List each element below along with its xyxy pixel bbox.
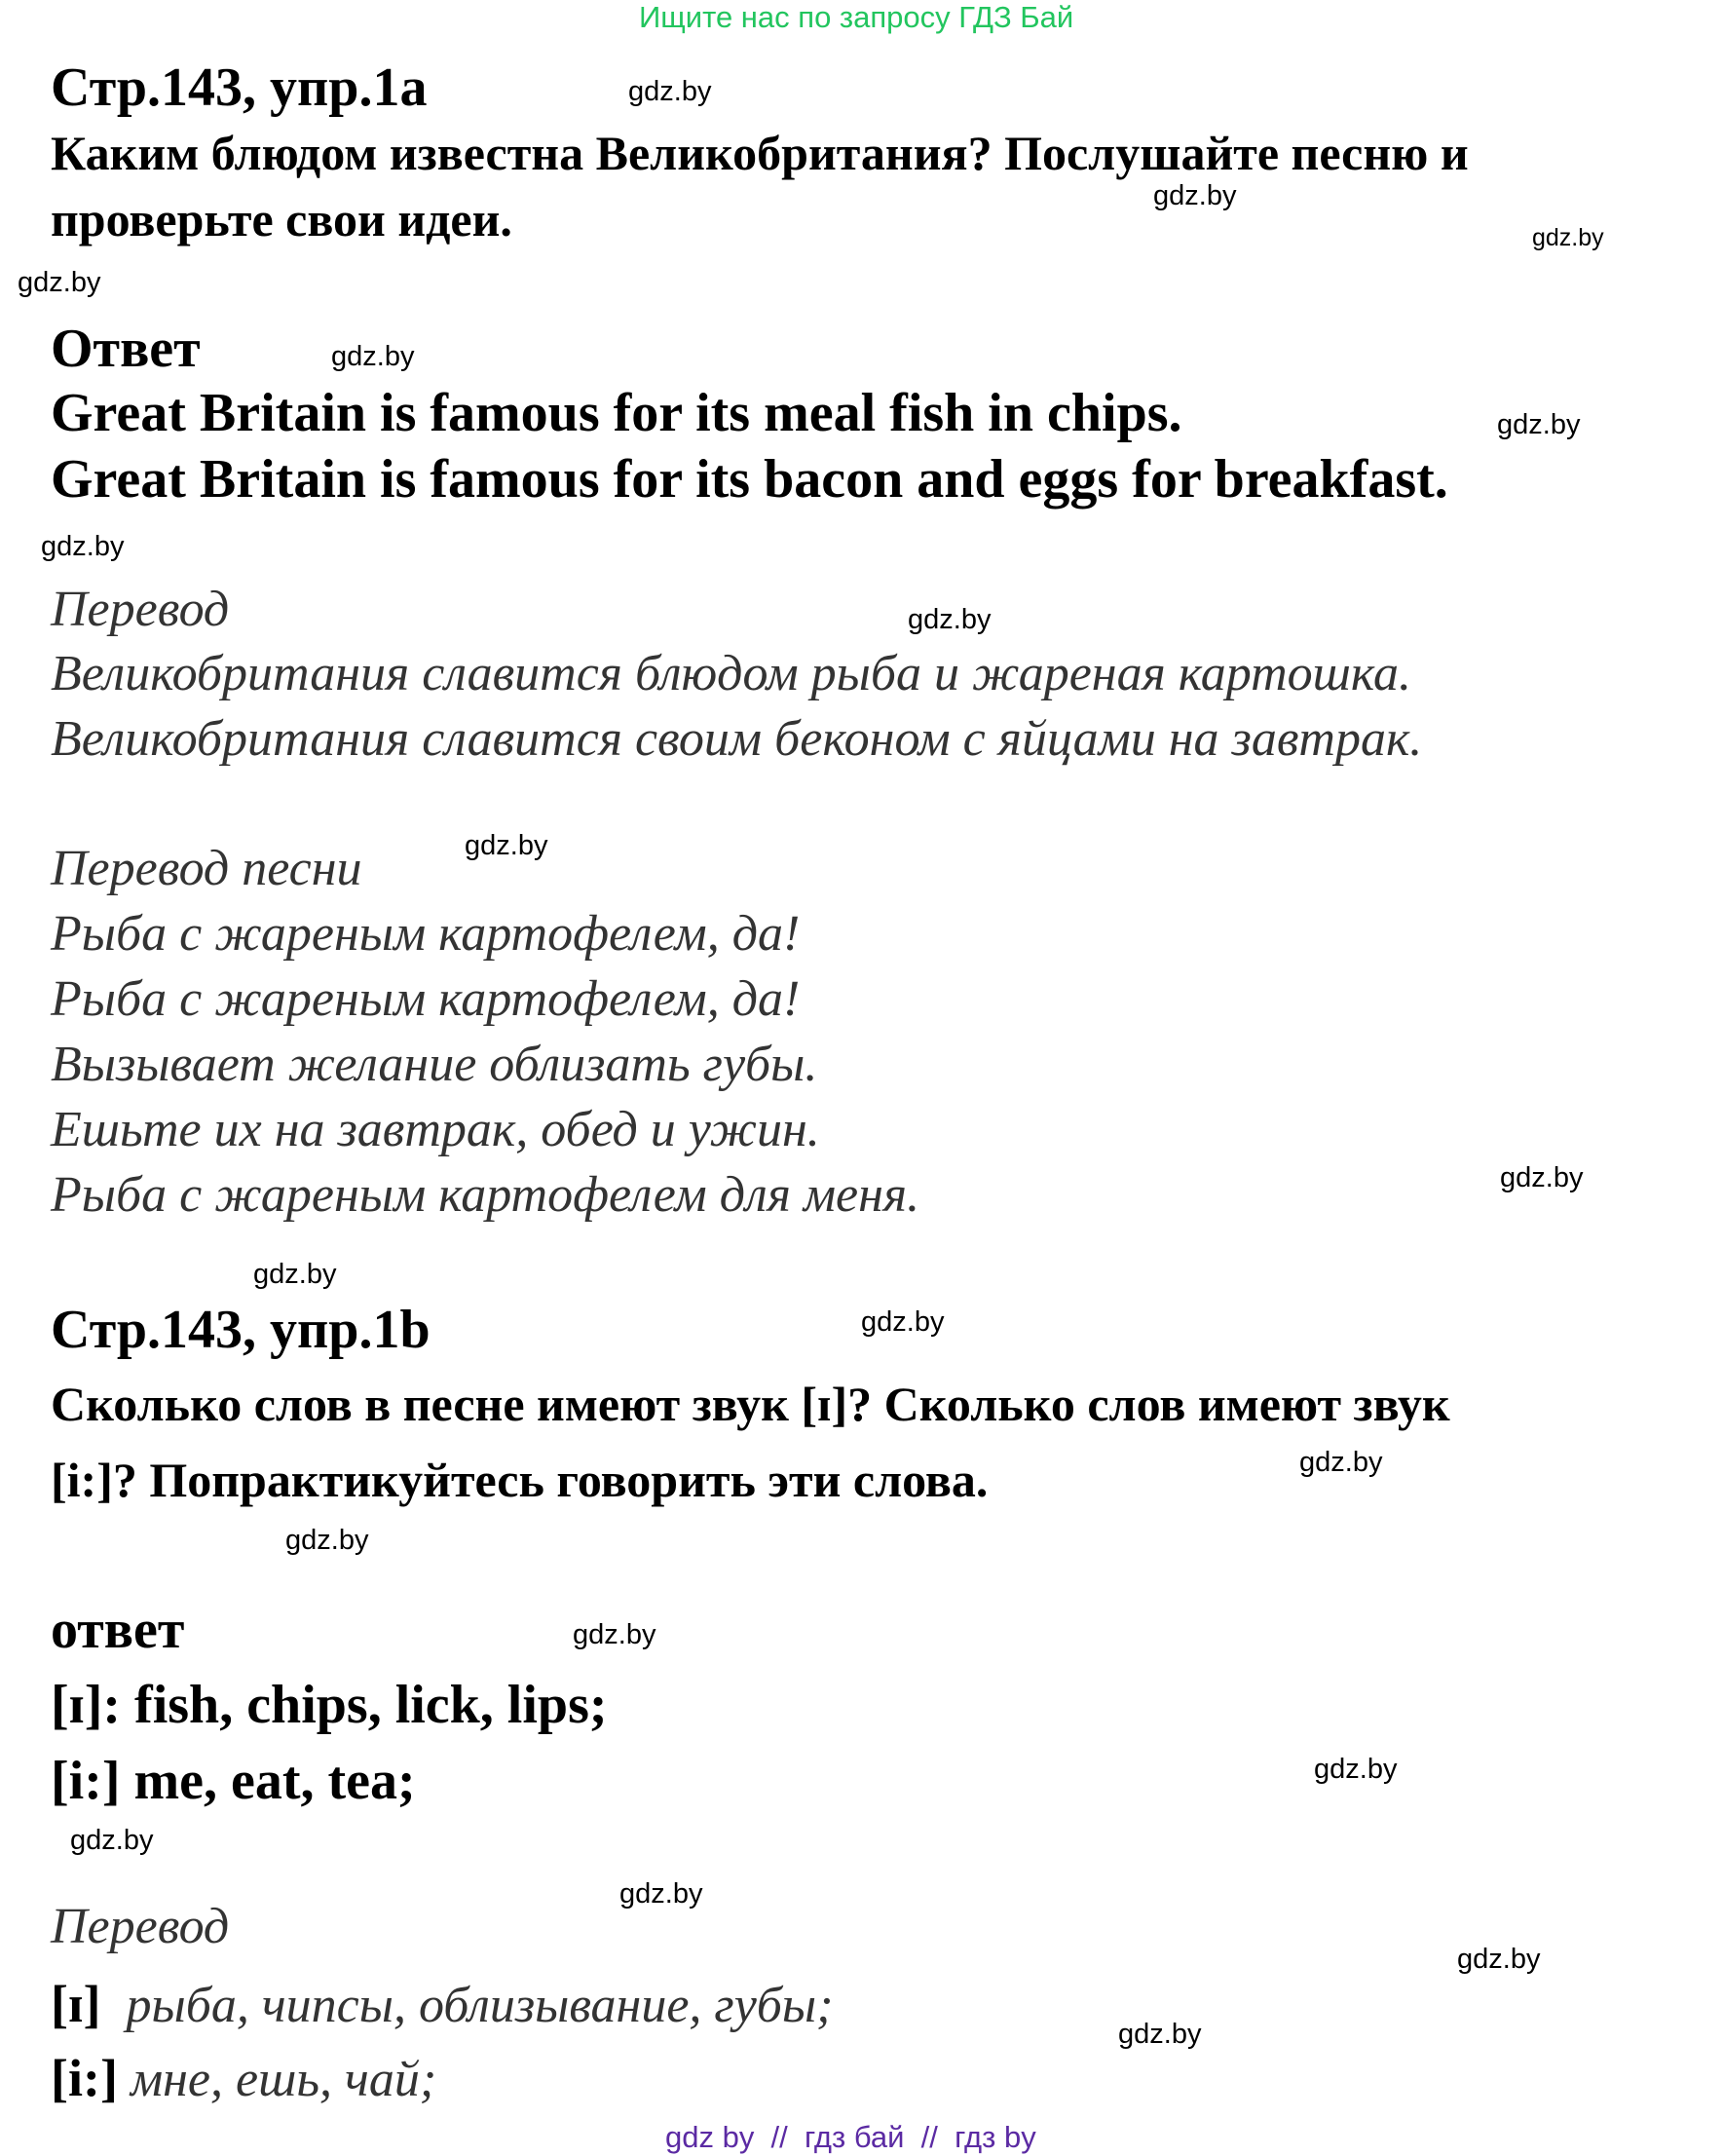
- watermark: gdz.by: [253, 1259, 337, 1290]
- watermark: gdz.by: [1314, 1754, 1398, 1785]
- section2-question-line2: [i:]? Попрактикуйтесь говорить эти слова.: [51, 1453, 989, 1507]
- section1-answer-line1: Great Britain is famous for its meal fish in chips.: [51, 383, 1182, 443]
- section1-question-line1: Каким блюдом известна Великобритания? Послушайте песню и: [51, 126, 1469, 180]
- section2-question-line1: Сколько слов в песне имеют звук [ɪ]? Сколько слов имеют звук: [51, 1377, 1450, 1431]
- song-line: Рыба с жареным картофелем, да!: [51, 906, 801, 962]
- watermark: gdz.by: [41, 531, 125, 562]
- footer-links: gdz by // гдз бай // гдз by: [665, 2120, 1036, 2154]
- translation-row2-text: мне, ешь, чай;: [130, 2052, 437, 2107]
- watermark: gdz.by: [1500, 1162, 1584, 1193]
- section2-answer-label: ответ: [51, 1600, 185, 1660]
- song-line: Ешьте их на завтрак, обед и ужин.: [51, 1102, 820, 1157]
- watermark: gdz.by: [573, 1619, 656, 1650]
- section1-answer-line2: Great Britain is famous for its bacon and eggs for breakfast.: [51, 449, 1448, 510]
- song-label: Перевод песни: [51, 841, 362, 896]
- section1-translation-line2: Великобритания славится своим беконом с яйцами на завтрак.: [51, 711, 1423, 767]
- watermark: gdz.by: [908, 604, 992, 635]
- section2-heading: Стр.143, упр.1b: [51, 1300, 431, 1360]
- section1-translation-line1: Великобритания славится блюдом рыба и жареная картошка.: [51, 646, 1411, 701]
- watermark: gdz.by: [628, 76, 712, 107]
- watermark: gdz.by: [1532, 224, 1604, 251]
- top-banner: Ищите нас по запросу ГДЗ Бай: [639, 0, 1074, 34]
- phoneme-short-i: [ɪ]: [51, 1975, 101, 2033]
- section2-answer-line1: [ɪ]: fish, chips, lick, lips;: [51, 1675, 608, 1735]
- watermark: gdz.by: [1497, 409, 1581, 440]
- section2-translation-row1: [51, 1975, 834, 2033]
- phoneme-long-i: [i:]: [51, 2049, 118, 2107]
- watermark: gdz.by: [1153, 180, 1237, 211]
- section2-answer-line2: [i:] me, eat, tea;: [51, 1751, 416, 1811]
- watermark: gdz.by: [465, 830, 548, 861]
- watermark: gdz.by: [1299, 1447, 1383, 1478]
- section2-translation-label: Перевод: [51, 1899, 230, 1954]
- section1-heading: Стр.143, упр.1а: [51, 57, 428, 118]
- song-line: Рыба с жареным картофелем для меня.: [51, 1167, 920, 1223]
- watermark: gdz.by: [861, 1306, 945, 1338]
- section1-answer-label: Ответ: [51, 319, 201, 379]
- watermark: gdz.by: [331, 341, 415, 372]
- watermark: gdz.by: [619, 1878, 703, 1910]
- section1-question-line2: проверьте свои идеи.: [51, 192, 512, 246]
- watermark: gdz.by: [1457, 1944, 1541, 1975]
- section1-translation-label: Перевод: [51, 582, 230, 637]
- translation-row1-text: рыба, чипсы, облизывание, губы;: [126, 1978, 834, 2033]
- watermark: gdz.by: [285, 1525, 369, 1556]
- song-line: Рыба с жареным картофелем, да!: [51, 971, 801, 1027]
- song-line: Вызывает желание облизать губы.: [51, 1037, 818, 1092]
- section2-translation-row2: [51, 2049, 437, 2107]
- watermark: gdz.by: [70, 1825, 154, 1856]
- watermark: gdz.by: [18, 267, 101, 298]
- watermark: gdz.by: [1118, 2019, 1202, 2050]
